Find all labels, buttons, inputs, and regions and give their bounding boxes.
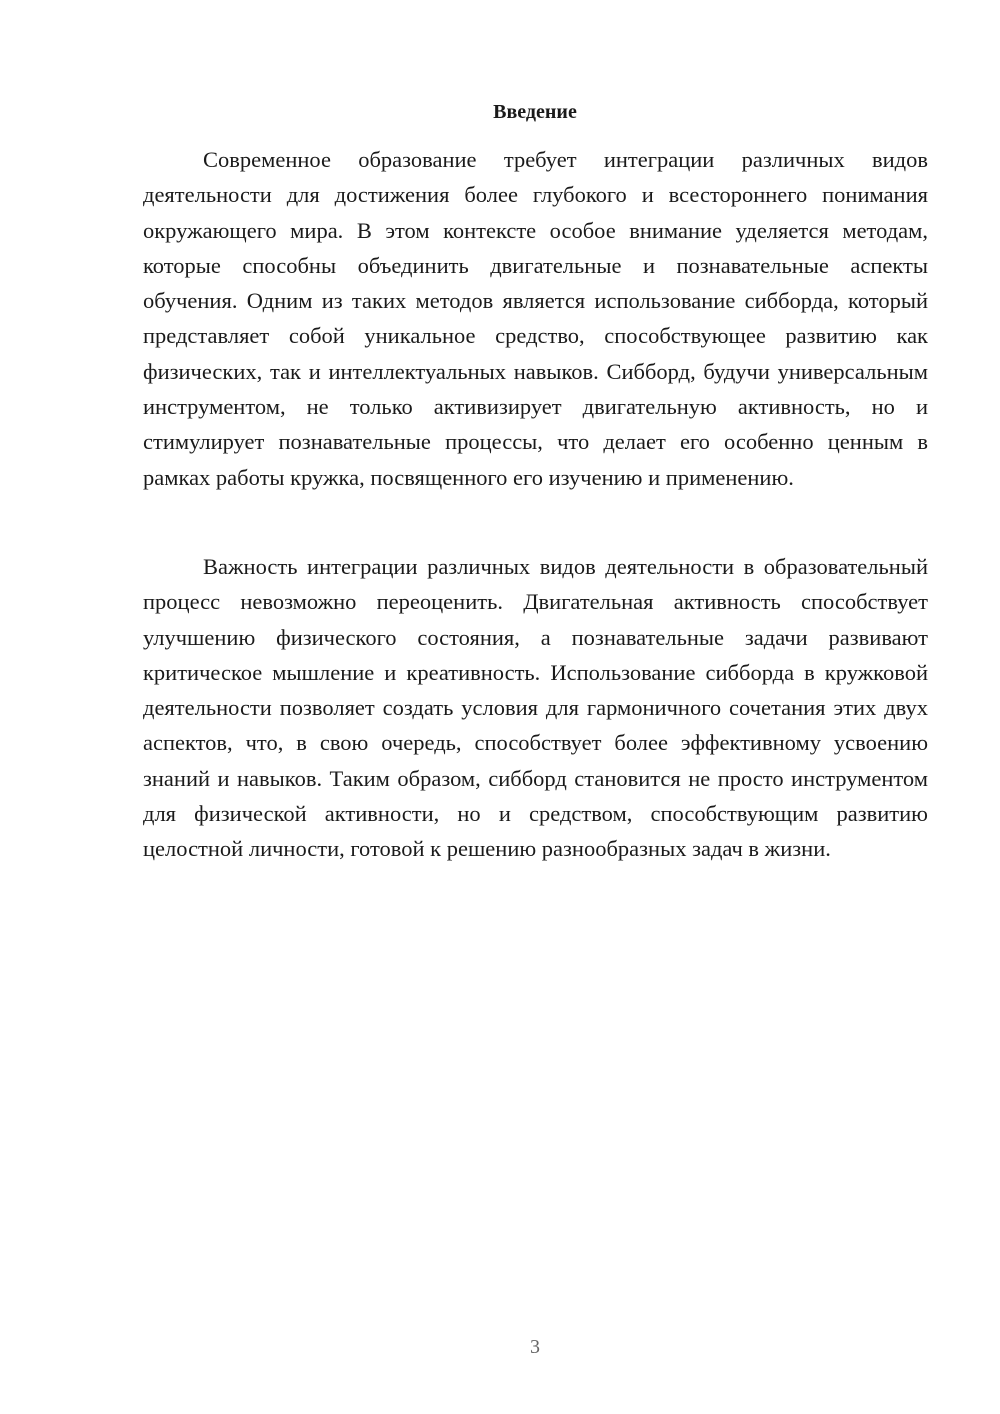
page-title: Введение — [493, 101, 577, 123]
page-number: 3 — [530, 1336, 540, 1358]
paragraph-2: Важность интеграции различных видов деятельности в образовательный процесс невозможно переоценить. Двигательная активность способствует улучшению физического состояния, а познавательные задачи развивают критическое мышление и креативность. Использование сибборда в кружковой деятельности позволяет создать условия для гармоничного сочетания этих двух аспектов, что, в свою очередь, способствует более эффективному усвоению знаний и навыков. Таким образом, сибборд становится не просто инструментом для физической активности, но и средством, способствующим развитию целостной личности, готовой к решению разнообразных задач в жизни. — [143, 554, 928, 862]
paragraph-1: Современное образование требует интеграции различных видов деятельности для достижения более глубокого и всестороннего понимания окружающего мира. В этом контексте особое внимание уделяется методам, которые способны объединить двигательные и познавательные аспекты обучения. Одним из таких методов является использование сибборда, который представляет собой уникальное средство, способствующее развитию как физических, так и интеллектуальных навыков. Сибборд, будучи универсальным инструментом, не только активизирует двигательную активность, но и стимулирует познавательные процессы, что делает его особенно ценным в рамках работы кружка, посвященного его изучению и применению. — [143, 147, 928, 490]
